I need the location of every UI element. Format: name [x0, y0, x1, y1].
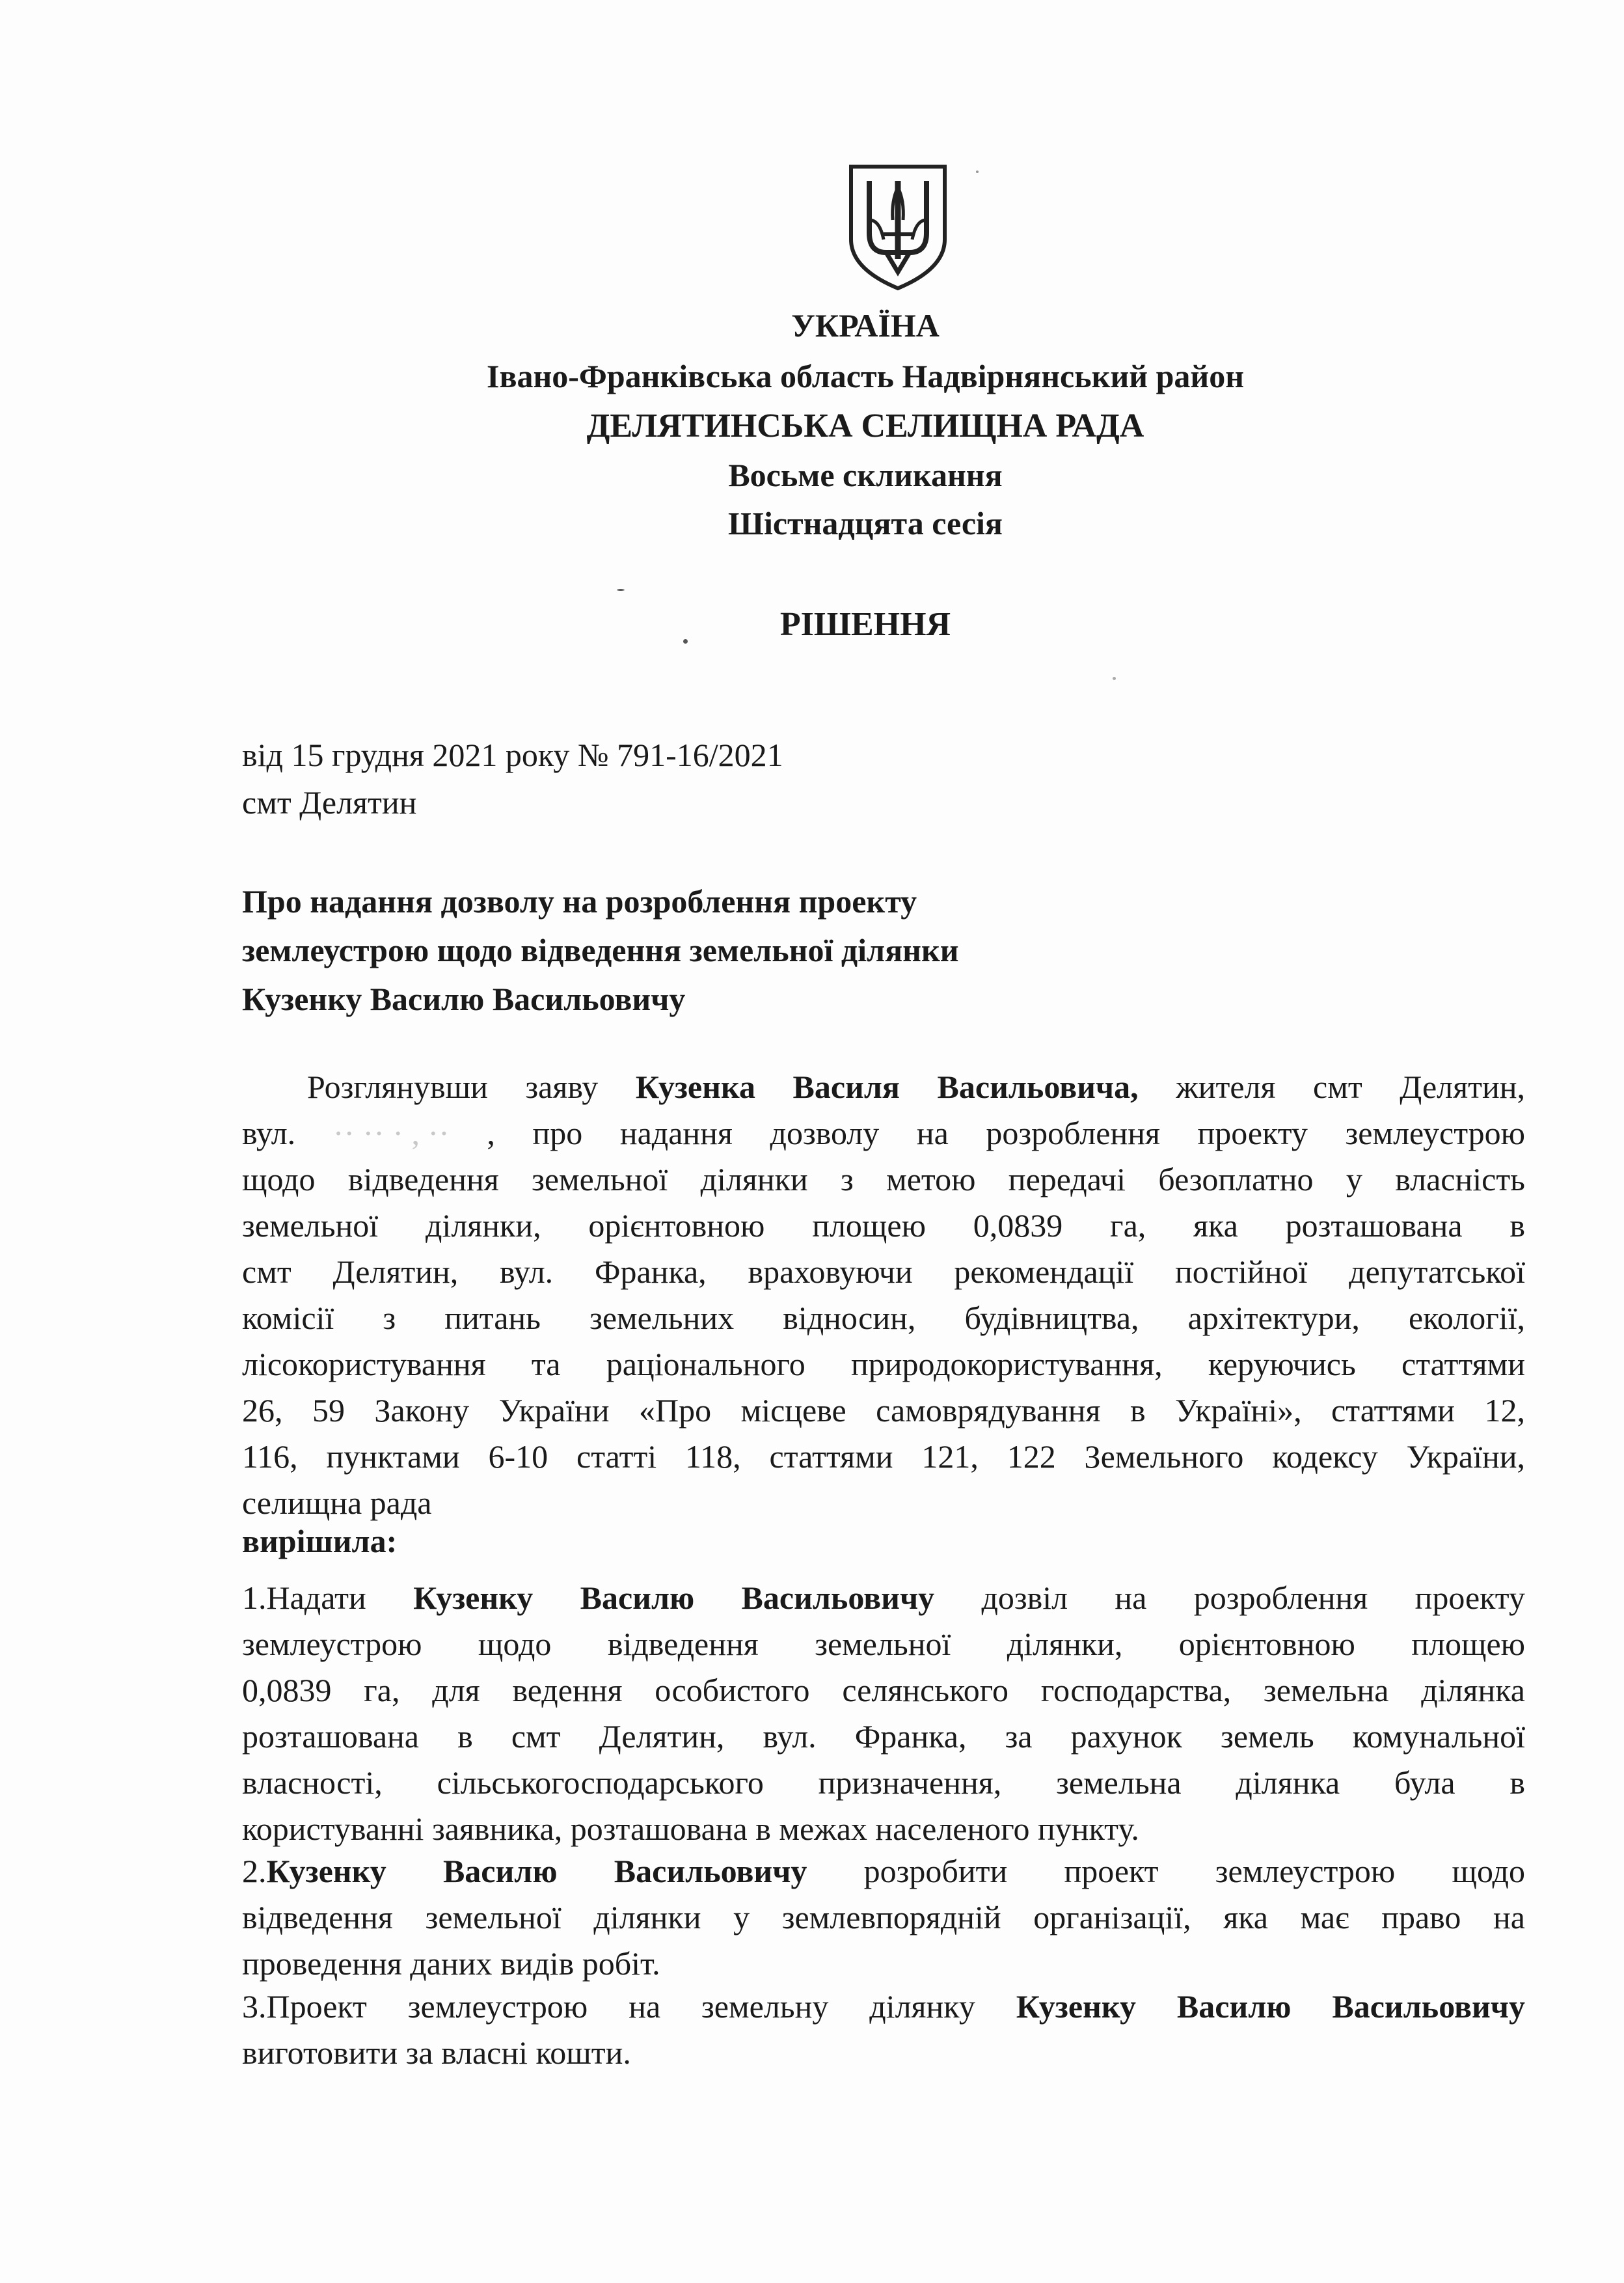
document-type-heading: РІШЕННЯ — [779, 606, 951, 643]
paragraph-line: землеустрою щодо відведення земельної ділянки, орієнтовною площею — [242, 1626, 1525, 1662]
scan-speck — [976, 171, 979, 173]
paragraph-line: відведення земельної ділянки у землевпорядній організації, яка має право на — [242, 1899, 1525, 1935]
coat-of-arms-icon — [846, 161, 950, 292]
paragraph-line: земельної ділянки, орієнтовною площею 0,0839 га, яка розташована в — [242, 1207, 1525, 1244]
paragraph-line: користуванні заявника, розташована в межах населеного пункту. — [242, 1811, 1139, 1847]
paragraph-line: лісокористування та раціонального природокористування, керуючись статтями — [242, 1346, 1525, 1382]
paragraph-line — [242, 1110, 1525, 1156]
region-heading: Івано-Франківська область Надвірнянський район — [486, 358, 1244, 394]
text-span: дозвіл на розроблення проекту — [934, 1579, 1525, 1616]
text-span: 1.Надати — [242, 1579, 414, 1616]
session-heading: Шістнадцята сесія — [728, 505, 1003, 541]
council-heading: ДЕЛЯТИНСЬКА СЕЛИЩНА РАДА — [586, 407, 1144, 444]
paragraph-line: власності, сільськогосподарського призначення, земельна ділянка була в — [242, 1764, 1525, 1801]
paragraph-line — [242, 1064, 1525, 1110]
redacted-address: ·· ·· · , ·· — [332, 1115, 450, 1151]
subject-line: Кузенку Василю Васильовичу — [242, 981, 686, 1017]
text-span: розробити проект землеустрою щодо — [807, 1853, 1526, 1889]
paragraph-line: 0,0839 га, для ведення особистого селянського господарства, земельна ділянка — [242, 1672, 1525, 1708]
paragraph-line: 26, 59 Закону України «Про місцеве самоврядування в Україні», статтями 12, — [242, 1392, 1525, 1429]
paragraph-line — [242, 1984, 1525, 2030]
paragraph-line: розташована в смт Делятин, вул. Франка, за рахунок земель комунальної — [242, 1718, 1525, 1755]
place-line: смт Делятин — [242, 784, 417, 821]
text-span: Розглянувши заяву — [307, 1069, 636, 1105]
paragraph-line: смт Делятин, вул. Франка, враховуючи рекомендації постійної депутатської — [242, 1253, 1525, 1290]
applicant-name: Кузенку Василю Васильовичу — [266, 1853, 807, 1889]
paragraph-line: проведення даних видів робіт. — [242, 1945, 660, 1982]
scan-speck — [683, 639, 688, 644]
paragraph-line — [242, 1575, 1525, 1621]
applicant-name: Кузенку Василю Васильовичу — [1016, 1988, 1525, 2025]
subject-block — [242, 877, 959, 1024]
scan-speck — [617, 589, 625, 591]
date-number-line: від 15 грудня 2021 року № 791-16/2021 — [242, 737, 783, 773]
resolved-heading: вирішила: — [242, 1523, 398, 1559]
paragraph-line: щодо відведення земельної ділянки з метою передачі безоплатно у власність — [242, 1161, 1525, 1197]
decision-item-1 — [242, 1575, 1525, 1852]
convocation-heading: Восьме скликання — [728, 457, 1003, 493]
text-span: вул. — [242, 1115, 333, 1151]
subject-line: Про надання дозволу на розроблення проекту — [242, 883, 917, 920]
paragraph-line: 116, пунктами 6-10 статті 118, статтями 121, 122 Земельного кодексу України, — [242, 1438, 1525, 1475]
paragraph-line: виготовити за власні кошти. — [242, 2034, 631, 2071]
text-span: , про надання дозволу на розроблення проекту землеустрою — [449, 1115, 1526, 1151]
text-span: 2. — [242, 1853, 267, 1889]
scan-speck — [1113, 677, 1116, 680]
applicant-name: Кузенка Василя Васильовича, — [635, 1069, 1139, 1105]
paragraph-line: комісії з питань земельних відносин, будівництва, архітектури, екології, — [242, 1300, 1525, 1336]
paragraph-line: селищна рада — [242, 1484, 432, 1521]
text-span: жителя смт Делятин, — [1138, 1069, 1525, 1105]
decision-item-2 — [242, 1848, 1525, 1987]
preamble-paragraph — [242, 1064, 1525, 1526]
applicant-name: Кузенку Василю Васильовичу — [413, 1579, 935, 1616]
text-span: 3.Проект землеустрою на земельну ділянку — [242, 1988, 1016, 2025]
subject-line: землеустрою щодо відведення земельної ділянки — [242, 932, 959, 968]
decision-item-3 — [242, 1984, 1525, 2076]
country-heading: УКРАЇНА — [791, 307, 940, 344]
paragraph-line — [242, 1848, 1525, 1894]
